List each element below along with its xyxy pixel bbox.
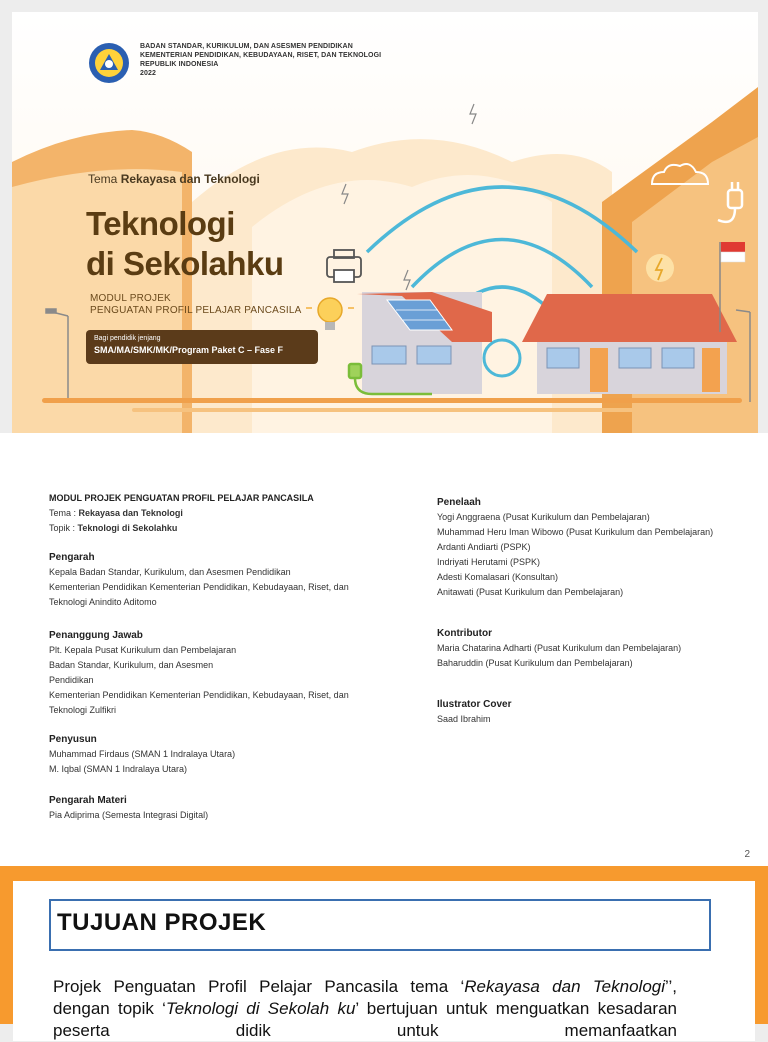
pengarah-line: Kepala Badan Standar, Kurikulum, dan Asesmen Pendidikan	[49, 567, 291, 577]
penyusun-heading: Penyusun	[49, 734, 97, 745]
kontributor-heading: Kontributor	[437, 628, 492, 639]
module-line1: MODUL PROJEK	[90, 293, 171, 304]
cover-page	[12, 12, 758, 433]
credits-topik	[49, 521, 389, 536]
page-number: 2	[744, 849, 750, 860]
penanggung-jawab-heading: Penanggung Jawab	[49, 630, 143, 641]
level-value: SMA/MA/SMK/MK/Program Paket C – Fase F	[94, 345, 284, 355]
credits-topik-value: Teknologi di Sekolahku	[77, 523, 178, 533]
illustrator-line: Saad Ibrahim	[437, 714, 491, 724]
tujuan-title: TUJUAN PROJEK	[57, 909, 267, 936]
pengarah-materi-heading: Pengarah Materi	[49, 795, 127, 806]
credits-tema-value: Rekayasa dan Teknologi	[78, 508, 183, 518]
cover-tema-value: Rekayasa dan Teknologi	[120, 172, 260, 186]
penanggung-jawab-line: Badan Standar, Kurikulum, dan Asesmen	[49, 660, 214, 670]
publisher-text	[140, 42, 381, 84]
pengarah-line: Kementerian Pendidikan Kementerian Pendidikan, Kebudayaan, Riset, dan	[49, 582, 349, 592]
cover-tema-label: Tema	[88, 172, 118, 186]
para-italic-theme: Rekayasa dan Teknologi	[464, 977, 666, 996]
credits-topik-label: Topik :	[49, 523, 78, 533]
pengarah-heading: Pengarah	[49, 552, 95, 563]
module-title: MODUL PROJEK PENGUATAN PROFIL PELAJAR PANCASILA	[49, 493, 314, 503]
penyusun-line: M. Iqbal (SMAN 1 Indralaya Utara)	[49, 764, 188, 774]
penelaah-line: Anitawati (Pusat Kurikulum dan Pembelajaran)	[437, 587, 624, 597]
tujuan-page	[0, 866, 768, 1040]
tujuan-heading-box	[49, 899, 711, 951]
cover-title	[86, 204, 284, 284]
level-label: Bagi pendidik jenjang	[94, 335, 161, 342]
penelaah-line: Indriyati Herutami (PSPK)	[437, 557, 541, 567]
kontributor-line: Baharuddin (Pusat Kurikulum dan Pembelajaran)	[437, 658, 633, 668]
left-school-building	[357, 292, 492, 394]
para-text: Projek Penguatan Profil Pelajar Pancasila tema ‘	[53, 977, 465, 996]
cover-module-subtitle	[90, 293, 301, 317]
module-line2: PENGUATAN PROFIL PELAJAR PANCASILA	[90, 305, 302, 316]
kontributor-line: Maria Chatarina Adharti (Pusat Kurikulum dan Pembelajaran)	[437, 643, 682, 653]
ground-line	[42, 398, 742, 403]
publisher-line: KEMENTERIAN PENDIDIKAN, KEBUDAYAAN, RISET, DAN TEKNOLOGI	[140, 52, 382, 59]
energy-icon	[646, 254, 674, 282]
illustrator-heading: Ilustrator Cover	[437, 699, 512, 710]
education-level-badge	[86, 330, 318, 364]
penanggung-jawab-line: Teknologi Zulfikri	[49, 705, 117, 715]
penelaah-heading: Penelaah	[437, 497, 481, 508]
tujuan-paragraph	[53, 976, 677, 1042]
publisher-year: 2022	[140, 70, 156, 77]
pengarah-line: Teknologi Anindito Aditomo	[49, 597, 157, 607]
right-school-building	[522, 294, 737, 394]
credits-page	[0, 433, 768, 866]
penelaah-line: Yogi Anggraena (Pusat Kurikulum dan Pembelajaran)	[437, 512, 650, 522]
pengarah-materi-line: Pia Adiprima (Semesta Integrasi Digital)	[49, 810, 209, 820]
penanggung-jawab-line: Plt. Kepala Pusat Kurikulum dan Pembelajaran	[49, 645, 237, 655]
para-text: ’ bertujuan untuk menguatkan kesadaran peserta didik untuk memanfaatkan	[53, 999, 677, 1040]
credits-tema	[49, 506, 389, 521]
penanggung-jawab-line: Kementerian Pendidikan Kementerian Pendidikan, Kebudayaan, Riset, dan	[49, 690, 349, 700]
publisher-block	[88, 42, 381, 84]
penelaah-line: Adesti Komalasari (Konsultan)	[437, 572, 559, 582]
tut-wuri-handayani-logo	[88, 42, 130, 84]
cover-title-line1: Teknologi	[86, 205, 235, 242]
tujuan-page-content	[13, 881, 755, 1041]
cover-title-line2: di Sekolahku	[86, 245, 284, 282]
publisher-line: BADAN STANDAR, KURIKULUM, DAN ASESMEN PENDIDIKAN	[140, 43, 353, 50]
cover-tema	[88, 172, 260, 186]
penelaah-line: Ardanti Andiarti (PSPK)	[437, 542, 531, 552]
credits-right-column	[437, 495, 757, 727]
credits-tema-label: Tema :	[49, 508, 79, 518]
penanggung-jawab-line: Pendidikan	[49, 675, 94, 685]
penyusun-line: Muhammad Firdaus (SMAN 1 Indralaya Utara)	[49, 749, 236, 759]
credits-left-column	[49, 491, 389, 823]
penelaah-line: Muhammad Heru Iman Wibowo (Pusat Kurikulum dan Pembelajaran)	[437, 527, 714, 537]
para-text: ’’, dengan topik ‘	[53, 977, 677, 1018]
para-italic-topic: Teknologi di Sekolah ku	[165, 999, 356, 1018]
publisher-line: REPUBLIK INDONESIA	[140, 61, 219, 68]
